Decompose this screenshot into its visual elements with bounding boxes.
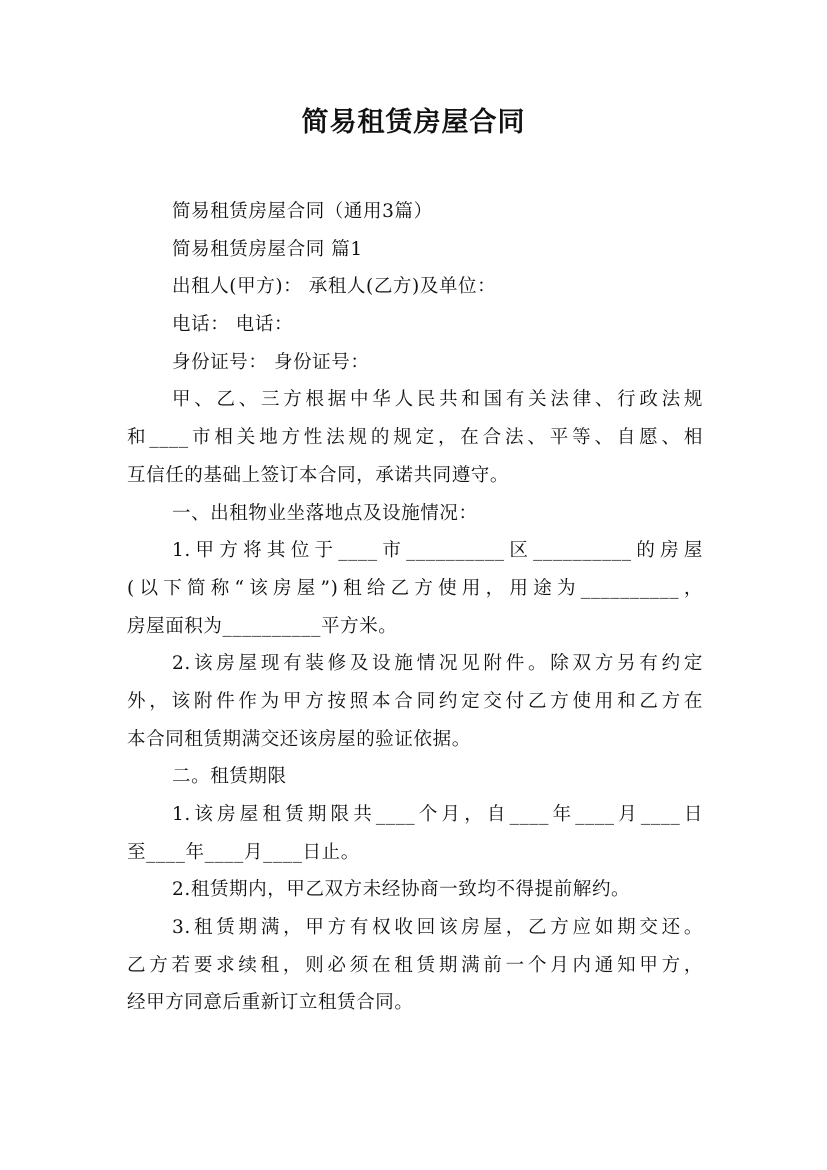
phone-line: 电话： 电话：	[172, 314, 294, 336]
clause-heading-line: 一、出租物业坐落地点及设施情况：	[172, 502, 478, 524]
paragraph-line: 互信任的基础上签订本合同，承诺共同遵守。	[127, 464, 510, 486]
section-heading-line: 简易租赁房屋合同 篇1	[172, 238, 363, 260]
paragraph-line: 房屋面积为__________平方米。	[127, 615, 398, 637]
paragraph-line: (以下简称“该房屋”)租给乙方使用，用途为__________，	[127, 577, 703, 599]
subtitle-line: 简易租赁房屋合同（通用3篇）	[172, 201, 433, 222]
paragraph-line: 至____年____月____日止。	[127, 841, 360, 863]
paragraph-line: 经甲方同意后重新订立租赁合同。	[127, 992, 414, 1014]
paragraph-line: 2.租赁期内，甲乙双方未经协商一致均不得提前解约。	[172, 879, 631, 901]
paragraph-line: 1.甲方将其位于____市__________区__________的房屋	[172, 540, 703, 562]
paragraph-line: 本合同租赁期满交还该房屋的验证依据。	[127, 728, 471, 750]
clause-heading-line: 二。租赁期限	[172, 766, 287, 788]
document-body	[127, 193, 703, 1022]
paragraph-line: 乙方若要求续租，则必须在租赁期满前一个月内通知甲方，	[127, 954, 703, 976]
paragraph-line: 2.该房屋现有装修及设施情况见附件。除双方另有约定	[172, 653, 703, 675]
paragraph-line: 3.租赁期满，甲方有权收回该房屋，乙方应如期交还。	[172, 917, 703, 939]
paragraph-line: 1.该房屋租赁期限共____个月，自____年____月____日	[172, 804, 703, 825]
document-title: 简易租赁房屋合同	[301, 107, 526, 138]
paragraph-line: 和____市相关地方性法规的规定，在合法、平等、自愿、相	[127, 427, 703, 449]
party-line: 出租人(甲方)： 承租人(乙方)及单位：	[172, 276, 497, 298]
id-number-line: 身份证号： 身份证号：	[172, 351, 370, 373]
paragraph-line: 外，该附件作为甲方按照本合同约定交付乙方使用和乙方在	[127, 690, 703, 712]
paragraph-line: 甲、乙、三方根据中华人民共和国有关法律、行政法规	[172, 389, 703, 411]
